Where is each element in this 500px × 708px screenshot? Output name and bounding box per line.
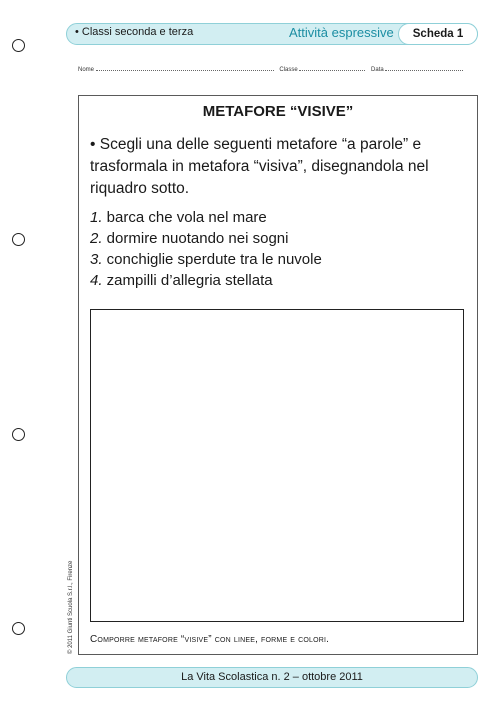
list-item: 4. zampilli d’allegria stellata xyxy=(90,272,273,289)
list-item: 3. conchiglie sperdute tra le nuvole xyxy=(90,251,322,268)
exercise-title: METAFORE “VISIVE” xyxy=(202,103,354,120)
subject-label: Attività espressive xyxy=(289,25,394,40)
caption-text: Comporre metafore “visive” con linee, forme e colori. xyxy=(90,634,330,645)
sheet-badge: Scheda 1 xyxy=(398,23,478,45)
class-field[interactable] xyxy=(299,64,365,71)
footer-bar: La Vita Scolastica n. 2 – ottobre 2011 xyxy=(66,667,478,688)
binder-hole-bottom xyxy=(12,622,25,635)
drawing-area[interactable] xyxy=(90,309,464,622)
copyright-notice: © 2011 Giunti Scuola S.r.l., Firenze xyxy=(68,560,74,654)
metaphor-list xyxy=(90,207,322,291)
name-label: Nome xyxy=(78,67,95,73)
instruction-text: • Scegli una delle seguenti metafore “a parole” e trasformala in metafora “visiva”, disegnandola nel riquadro sotto. xyxy=(90,136,429,197)
name-row xyxy=(78,64,463,73)
exercise-box xyxy=(78,95,478,655)
date-field[interactable] xyxy=(385,64,463,71)
binder-hole-middle-lower xyxy=(12,428,25,441)
name-field[interactable] xyxy=(96,64,274,71)
list-item: 2. dormire nuotando nei sogni xyxy=(90,230,289,247)
class-label: Classe xyxy=(279,67,298,73)
list-item: 1. barca che vola nel mare xyxy=(90,209,267,226)
binder-hole-top xyxy=(12,39,25,52)
header-bar xyxy=(66,23,478,45)
grade-label: • Classi seconda e terza xyxy=(75,26,194,38)
binder-hole-middle-upper xyxy=(12,233,25,246)
date-label: Data xyxy=(371,67,384,73)
